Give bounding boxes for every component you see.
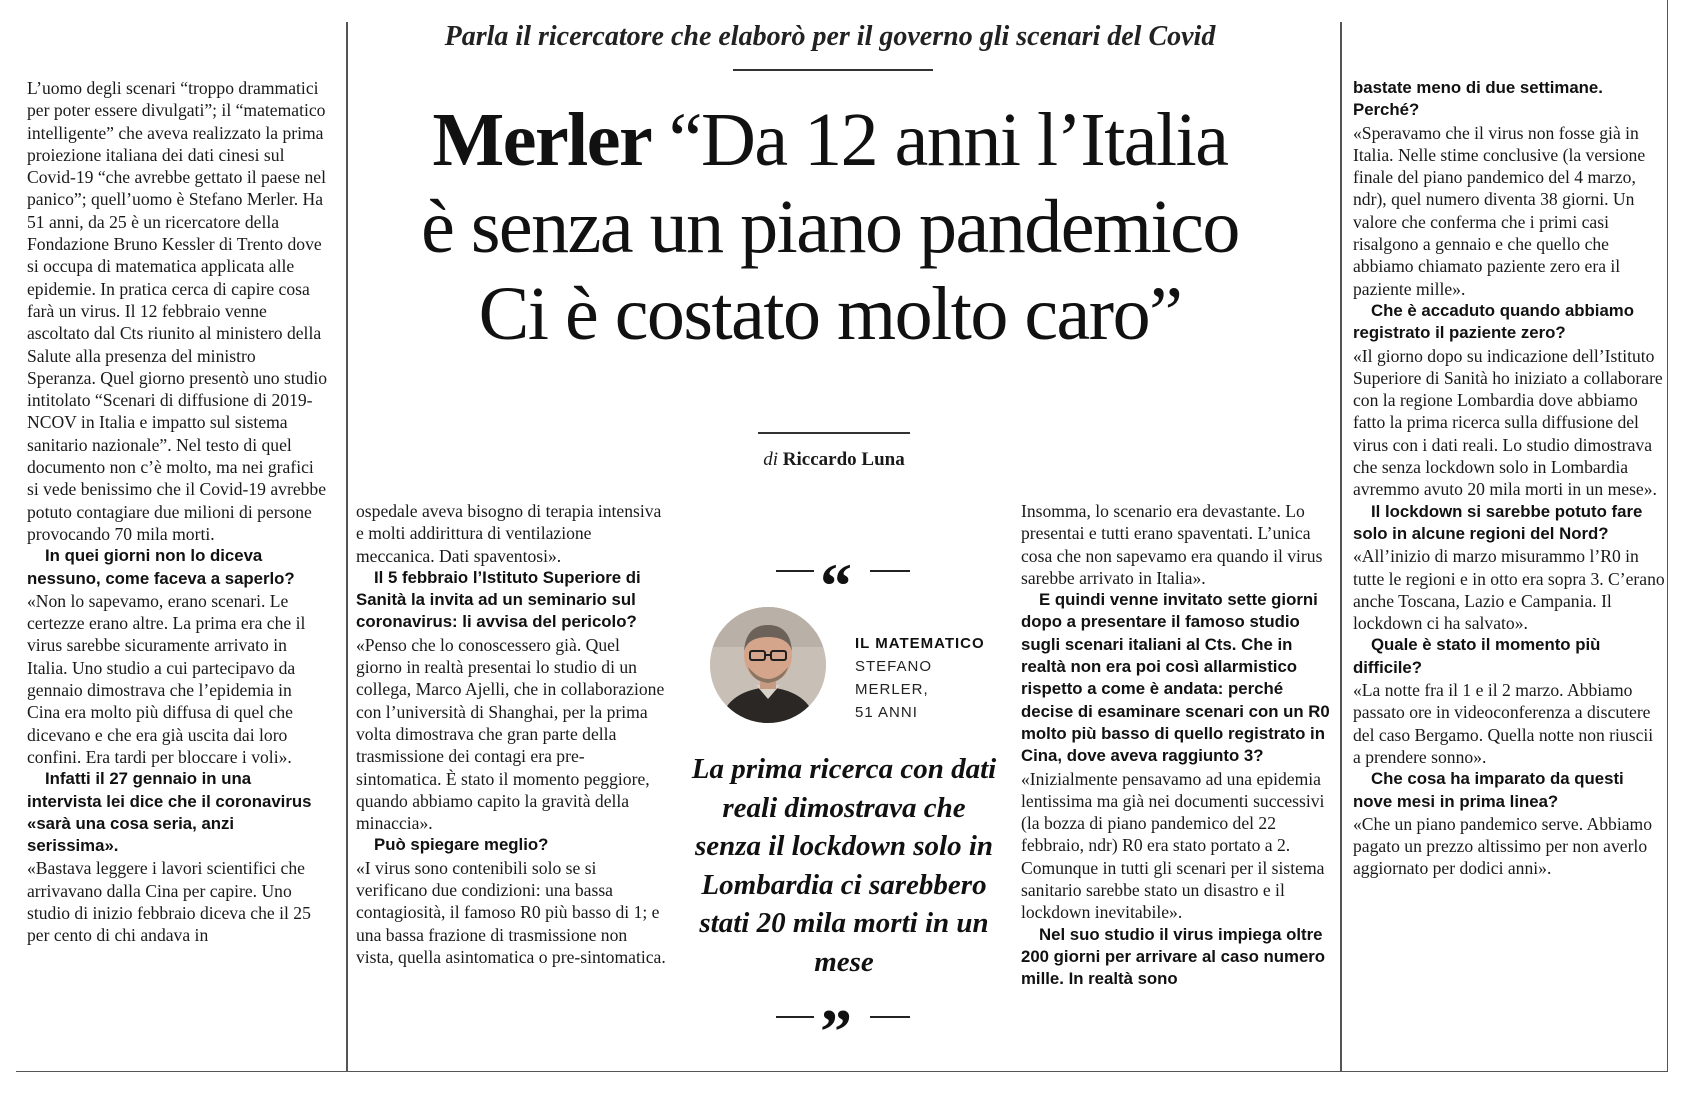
intro-paragraph: L’uomo degli scenari “troppo drammatici per poter essere divulgati”; il “matematico intelligente” che aveva realizzato la prima proiezione italiana dei dati cinesi sul Covid-19 “che avrebbe gettato il paese nel panico”; quell’uomo è Stefano Merler. Ha 51 anni, da 25 è un ricercatore della Fondazione Bruno Kessler di Trento dove si occupa di matematica applicata alle epidemie. In pratica cerca di capire cosa farà un virus. Il 12 febbraio venne ascoltato dal Cts riunito al ministero della Salute alla presenza del ministro Speranza. Quel giorno presentò uno studio intitolato “Scenari di diffusione di 2019-NCOV in Italia e impatto sul sistema sanitario nazionale”. Nel testo di quel documento non c’è molto, ma nei grafici si vede benissimo che il Covid-19 avrebbe potuto contagiare due milioni di persone provocando 70 mila morti. bbox=[27, 78, 328, 544]
photo-caption-line: STEFANO bbox=[855, 658, 933, 675]
column-divider bbox=[346, 22, 348, 1072]
byline bbox=[680, 448, 988, 472]
author-name: Riccardo Luna bbox=[782, 449, 905, 470]
column-divider bbox=[1340, 22, 1342, 1072]
column-2 bbox=[356, 500, 668, 968]
interview-question: Infatti il 27 gennaio in una intervista lei dice che il coronavirus «sarà una cosa seria, anzi serissima». bbox=[27, 769, 312, 856]
interview-answer: «All’inizio di marzo misurammo l’R0 in tutte le regioni e in otto era sopra 3. C’erano anche Toscana, Lazio e Campania. Il lockdown ci ha salvato». bbox=[1353, 546, 1665, 634]
kicker-rule bbox=[733, 69, 933, 71]
photo-caption-line: 51 ANNI bbox=[855, 704, 918, 721]
pull-quote-rule bbox=[870, 570, 910, 572]
interview-question: Che cosa ha imparato da questi nove mesi in prima linea? bbox=[1353, 769, 1624, 811]
byline-prefix: di bbox=[763, 449, 779, 470]
open-quote-mark: “ bbox=[820, 550, 852, 621]
column-3 bbox=[1021, 500, 1333, 991]
interview-question: Il lockdown si sarebbe potuto fare solo in alcune regioni del Nord? bbox=[1353, 501, 1643, 543]
interview-answer: Insomma, lo scenario era devastante. Lo presentai e tutti erano spaventati. L’unica cosa che non sapevamo era quando il virus sarebbe arrivato in Italia». bbox=[1021, 501, 1323, 588]
interview-question: Il 5 febbraio l’Istituto Superiore di Sanità la invita ad un seminario sul coronavirus: li avvisa del pericolo? bbox=[356, 567, 641, 632]
interview-question: Che è accaduto quando abbiamo registrato il paziente zero? bbox=[1353, 300, 1634, 343]
interview-answer: «La notte fra il 1 e il 2 marzo. Abbiamo passato ore in videoconferenza a discutere del caso Bergamo. Quella notte non riuscii a prendere sonno». bbox=[1353, 680, 1654, 767]
portrait-photo bbox=[710, 607, 826, 723]
kicker: Parla il ricercatore che elaborò per il governo gli scenari del Covid bbox=[444, 21, 1216, 52]
headline-quote-start: “Da 12 anni l’Italia bbox=[668, 98, 1228, 182]
interview-question: Quale è stato il momento più difficile? bbox=[1353, 635, 1601, 677]
interview-answer: «I virus sono contenibili solo se si verificano due condizioni: una bassa contagiosità, il famoso R0 più basso di 1; e una bassa frazione di trasmissione non vista, quella asintomatica o pre-sintomatica. bbox=[356, 857, 666, 967]
pull-quote-rule bbox=[776, 570, 814, 572]
headline-line-3: Ci è costato molto caro” bbox=[478, 272, 1182, 356]
byline-rule bbox=[758, 432, 910, 434]
interview-answer: ospedale aveva bisogno di terapia intensiva e molti addirittura di ventilazione meccanica. Dati spaventosi». bbox=[356, 501, 662, 566]
close-quote-mark: ” bbox=[820, 996, 852, 1067]
interview-answer: «Penso che lo conoscessero già. Quel giorno in realtà presentai lo studio di un collega, Marco Ajelli, che in collaborazione con l’università di Shanghai, per la prima volta dimostrava che gran parte della trasmissione dei contagi era pre-sintomatica. È stato il momento peggiore, quando abbiamo capito la gravità della minaccia». bbox=[356, 634, 665, 834]
headline-line-2: è senza un piano pandemico bbox=[421, 185, 1239, 269]
headline-line-1 bbox=[350, 97, 1310, 184]
interview-answer: «Bastava leggere i lavori scientifici che arrivavano dalla Cina per capire. Uno studio di inizio febbraio diceva che il 25 per cento di chi andava in bbox=[27, 858, 311, 946]
photo-caption-title: IL MATEMATICO bbox=[855, 635, 985, 652]
interview-answer: «Inizialmente pensavamo ad una epidemia lentissima ma già nei documenti successivi (la bozza di piano pandemico del 22 febbraio, ndr) R0 era stato portato a 2. Comunque in tutti gli scenari per il sistema sanitario sarebbe stato un disastro e il lockdown inevitabile». bbox=[1021, 768, 1325, 923]
interview-answer: «Speravamo che il virus non fosse già in Italia. Nelle stime conclusive (la versione finale del piano pandemico del 4 marzo, ndr), quel numero diventa 38 giorni. Un valore che conferma che i primi casi risalgono a gennaio e che quello che abbiamo chiamato paziente zero era il paziente mille». bbox=[1353, 122, 1646, 299]
pull-quote: La prima ricerca con dati reali dimostrava che senza il lockdown solo in Lombardia ci sarebbero stati 20 mila morti in un mese bbox=[691, 753, 997, 978]
interview-question: Può spiegare meglio? bbox=[374, 835, 549, 855]
headline-name: Merler bbox=[432, 98, 652, 182]
interview-question: E quindi venne invitato sette giorni dopo a presentare il famoso studio sugli scenari italiani al Cts. Che in realtà non era poi così allarmistico rispetto a come è andata: perché decise di esaminare scenari con un R0 molto più basso di quello registrato in Cina, dove aveva raggiunto 3? bbox=[1021, 590, 1330, 766]
pull-quote-rule bbox=[870, 1016, 910, 1018]
interview-question: Nel suo studio il virus impiega oltre 200 giorni per arrivare al caso numero mille. In realtà sono bbox=[1021, 924, 1326, 989]
headline bbox=[350, 97, 1310, 358]
portrait-image bbox=[710, 607, 826, 723]
pull-quote-rule bbox=[776, 1016, 814, 1018]
column-4 bbox=[1353, 77, 1665, 880]
interview-question: In quei giorni non lo diceva nessuno, come faceva a saperlo? bbox=[27, 546, 295, 588]
photo-caption-line: MERLER, bbox=[855, 681, 929, 698]
interview-answer: «Non lo sapevamo, erano scenari. Le certezze erano altre. La prima era che il virus sarebbe sicuramente arrivato in Italia. Uno studio a cui partecipavo da gennaio dimostrava che l’epidemia in Cina era molto più diffusa di quel che dicevano e che era già uscita dai loro confini. Era tardi per bloccare i voli». bbox=[27, 590, 306, 767]
interview-answer: «Che un piano pandemico serve. Abbiamo pagato un prezzo altissimo per non averlo aggiornato per dodici anni». bbox=[1353, 813, 1653, 879]
interview-question: bastate meno di due settimane. Perché? bbox=[1353, 78, 1603, 120]
column-1 bbox=[27, 77, 327, 947]
interview-answer: «Il giorno dopo su indicazione dell’Istituto Superiore di Sanità ho iniziato a collaborare con la regione Lombardia dove abbiamo fatto la prima ricerca sulla diffusione del virus con i dati reali. Lo studio dimostrava che senza lockdown solo in Lombardia avremmo avuto 20 mila morti in un mese». bbox=[1353, 345, 1663, 500]
